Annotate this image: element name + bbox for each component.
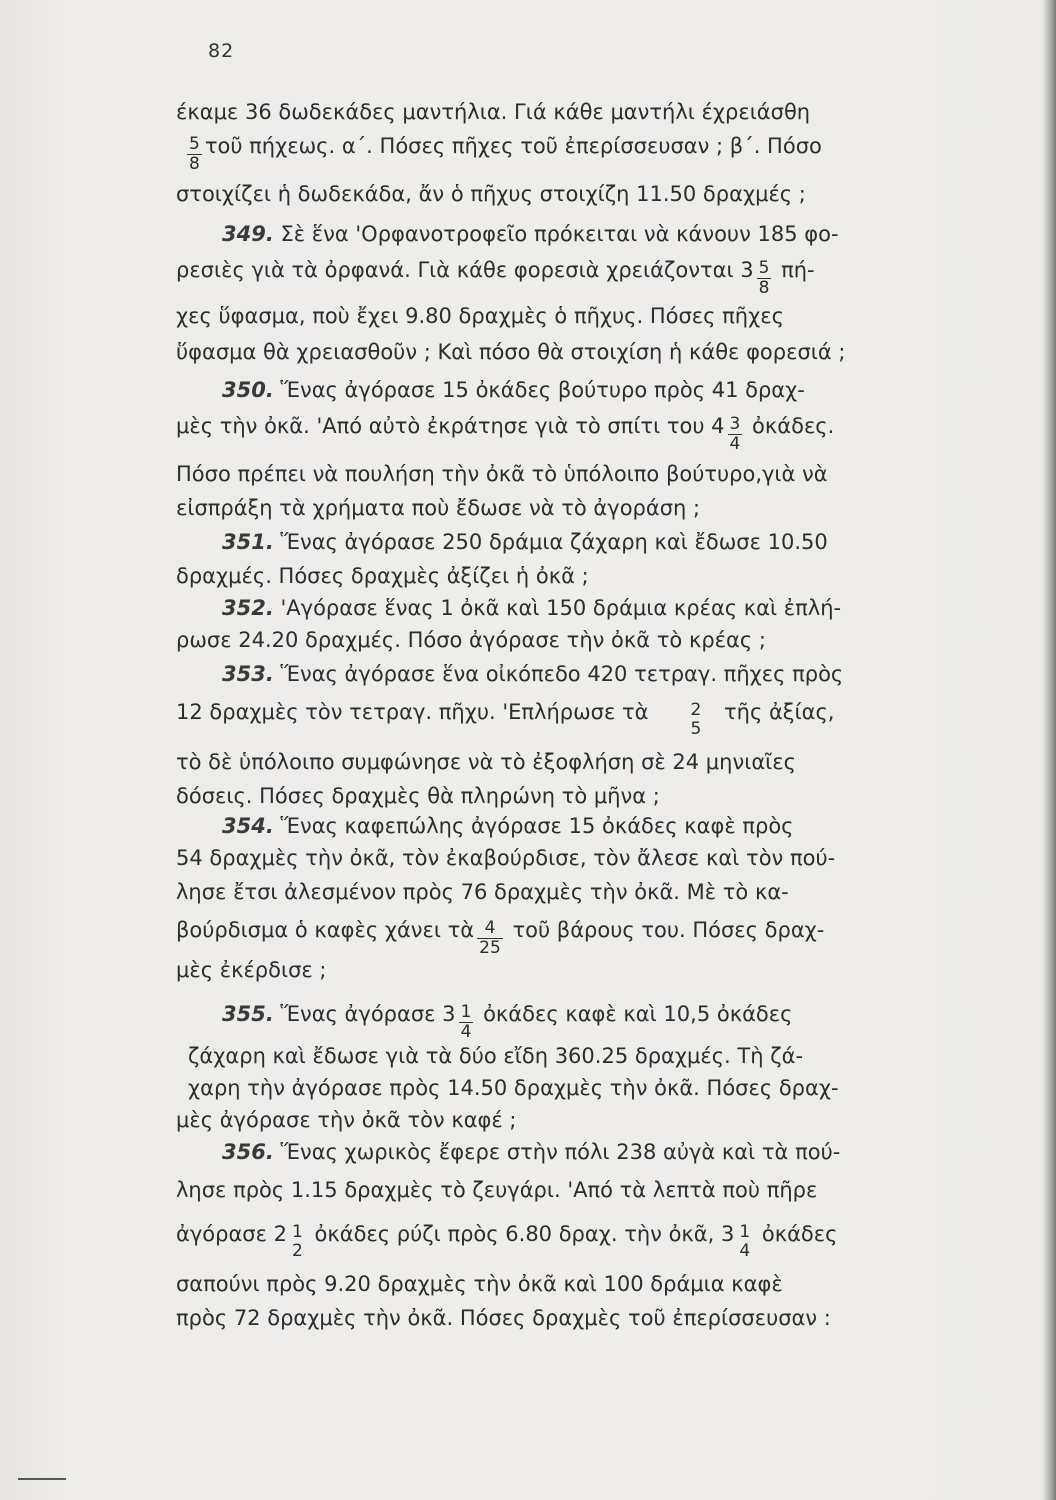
- line-text: λησε ἔτσι ἀλεσμένον πρὸς 76 δραχμὲς τὴν ὀκᾶ. Μὲ τὸ κα-: [176, 880, 789, 904]
- fraction: [737, 1223, 752, 1261]
- line-text: Ἕνας καφεπώλης ἀγόρασε 15 ὀκάδες καφὲ πρὸς: [273, 814, 794, 838]
- line-text: μὲς ἀγόρασε τὴν ὀκᾶ τὸν καφέ ;: [176, 1108, 517, 1132]
- text-line: [176, 258, 1044, 302]
- line-text: ὀκάδες καφὲ καὶ 10,5 ὀκάδες: [476, 1002, 793, 1026]
- line-text: Ἕνας ἀγόρασε 15 ὀκάδες βούτυρο πρὸς 41 δραχ-: [273, 378, 805, 402]
- line-text: λησε πρὸς 1.15 δραχμὲς τὸ ζευγάρι. 'Από τὰ λεπτὰ ποὺ πῆρε: [176, 1178, 818, 1202]
- problem-355: [222, 1002, 1056, 1046]
- problem-352: [222, 596, 1056, 620]
- line-text: μὲς τὴν ὀκᾶ. 'Από αὐτὸ ἐκράτησε γιὰ τὸ σπίτι του 4: [176, 414, 725, 438]
- text-line: [176, 880, 1044, 904]
- line-text: δόσεις. Πόσες δραχμὲς θὰ πληρώνη τὸ μῆνα ;: [176, 784, 660, 808]
- line-text: Ἕνας ἀγόρασε 250 δράμια ζάχαρη καὶ ἔδωσε 10.50: [273, 530, 828, 554]
- fraction: [728, 415, 743, 454]
- problem-number: 354.: [222, 814, 274, 838]
- fraction-numerator: 1: [292, 1222, 303, 1242]
- problem-number: 351.: [222, 530, 274, 554]
- line-text: τοῦ πήχεως. α΄. Πόσες πῆχες τοῦ ἐπερίσσευσαν ; β΄. Πόσο: [204, 134, 822, 158]
- line-text: τοῦ βάρους του. Πόσες δραχ-: [505, 918, 825, 942]
- text-line: [176, 958, 1044, 982]
- line-text: Ἕνας ἀγόρασε ἕνα οἰκόπεδο 420 τετραγ. πῆχες πρὸς: [273, 662, 844, 686]
- line-text: 'Αγόρασε ἕνας 1 ὀκᾶ καὶ 150 δράμια κρέας καὶ ἐπλή-: [273, 596, 842, 620]
- line-text: τὸ δὲ ὑπόλοιπο συμφώνησε νὰ τὸ ἐξοφλήση σὲ 24 μηνιαῖες: [176, 750, 796, 774]
- line-text: μὲς ἐκέρδισε ;: [176, 958, 327, 982]
- problem-number: 349.: [222, 222, 274, 246]
- fraction: [477, 919, 503, 958]
- line-text: πή-: [774, 258, 815, 282]
- fraction-numerator: 4: [484, 918, 496, 938]
- fraction-denominator: 25: [479, 938, 501, 958]
- problem-number: 350.: [222, 378, 274, 402]
- line-text: 12 δραχμὲς τὸν τετραγ. πῆχυ. 'Επλήρωσε τὰ: [176, 700, 649, 724]
- fraction-denominator: 4: [729, 434, 741, 454]
- line-text: ρωσε 24.20 δραχμές. Πόσο ἀγόρασε τὴν ὀκᾶ τὸ κρέας ;: [176, 628, 766, 652]
- text-line: [176, 182, 1044, 206]
- line-text: δραχμές. Πόσες δραχμὲς ἀξίζει ἡ ὀκᾶ ;: [176, 564, 589, 588]
- line-text: Ἕνας ἀγόρασε 3: [273, 1002, 456, 1026]
- line-text: Ἕνας χωρικὸς ἔφερε στὴν πόλι 238 αὐγὰ καὶ τὰ πού-: [273, 1140, 841, 1164]
- line-text: ὕφασμα θὰ χρειασθοῦν ; Καὶ πόσο θὰ στοιχίση ἡ κάθε φορεσιά ;: [176, 340, 846, 364]
- problem-351: [222, 530, 1056, 554]
- text-line: [188, 1076, 1056, 1100]
- fraction-denominator: 8: [189, 154, 200, 174]
- text-line: [176, 100, 1044, 124]
- fraction: [459, 1003, 474, 1042]
- line-text: Πόσο πρέπει νὰ πουλήση τὴν ὀκᾶ τὸ ὑπόλοιπο βούτυρο,γιὰ νὰ: [176, 462, 828, 486]
- text-line: [184, 134, 1052, 178]
- fraction-numerator: 5: [189, 134, 200, 154]
- text-line: [176, 1306, 1044, 1330]
- text-line: [176, 846, 1044, 870]
- line-text: στοιχίζει ἡ δωδεκάδα, ἄν ὁ πῆχυς στοιχίζη 11.50 δραχμές ;: [176, 182, 806, 206]
- fraction-denominator: 2: [292, 1241, 303, 1261]
- problem-350: [222, 378, 1056, 402]
- scan-mark: [18, 1478, 66, 1480]
- line-text: 54 δραχμὲς τὴν ὀκᾶ, τὸν ἐκαβούρδισε, τὸν ἄλεσε καὶ τὸν πού-: [176, 846, 836, 870]
- line-text: σαπούνι πρὸς 9.20 δραχμὲς τὴν ὀκᾶ καὶ 100 δράμια καφὲ: [176, 1272, 783, 1296]
- fraction-numerator: 5: [758, 258, 770, 278]
- text-line: [176, 700, 1044, 743]
- fraction: [290, 1223, 305, 1261]
- text-line: [176, 1178, 1044, 1202]
- text-line: [176, 496, 1044, 520]
- line-text: ζάχαρη καὶ ἔδωσε γιὰ τὰ δύο εἴδη 360.25 δραχμές. Τὴ ζά-: [188, 1044, 804, 1068]
- problem-354: [222, 814, 1056, 838]
- fraction-denominator: 5: [690, 719, 702, 739]
- text-line: [176, 1272, 1044, 1296]
- line-text: έκαμε 36 δωδεκάδες μαντήλια. Γιά κάθε μαντήλι έχρειάσθη: [176, 100, 811, 124]
- text-line: [176, 750, 1044, 774]
- fraction-numerator: 1: [739, 1222, 751, 1242]
- page-edge-shadow: [1042, 0, 1056, 1500]
- fraction-numerator: 3: [729, 414, 741, 434]
- text-line: [188, 1044, 1056, 1068]
- fraction: [757, 259, 772, 298]
- line-text: χαρη τὴν ἀγόρασε πρὸς 14.50 δραχμὲς τὴν ὀκᾶ. Πόσες δραχ-: [188, 1076, 839, 1100]
- line-text: τῆς ἀξίας,: [717, 700, 835, 724]
- line-text: Σὲ ἕνα 'Ορφανοτροφεῖο πρόκειται νὰ κάνουν 185 φο-: [273, 222, 839, 246]
- fraction-numerator: 1: [460, 1002, 472, 1022]
- problem-349: [222, 222, 1056, 246]
- fraction-numerator: 2: [690, 700, 702, 720]
- fraction-denominator: 4: [739, 1241, 751, 1261]
- fraction: [187, 135, 202, 174]
- fraction-denominator: 4: [460, 1022, 472, 1042]
- text-line: [176, 462, 1044, 486]
- text-line: [176, 784, 1044, 808]
- text-line: [176, 304, 1044, 328]
- text-line: [176, 340, 1044, 364]
- line-text: εἰσπράξη τὰ χρήματα ποὺ ἔδωσε νὰ τὸ ἀγοράση ;: [176, 496, 701, 520]
- line-text: χες ὕφασμα, ποὺ ἔχει 9.80 δραχμὲς ὁ πῆχυς. Πόσες πῆχες: [176, 304, 784, 328]
- line-text: ὀκάδες ρύζι πρὸς 6.80 δραχ. τὴν ὀκᾶ, 3: [307, 1222, 735, 1246]
- problem-number: 352.: [222, 596, 274, 620]
- problem-number: 353.: [222, 662, 274, 686]
- text-line: [176, 414, 1044, 458]
- problem-356: [222, 1140, 1056, 1164]
- line-text: ἀγόρασε 2: [176, 1222, 287, 1246]
- text-line: [176, 564, 1044, 588]
- line-text: ὀκάδες.: [745, 414, 835, 438]
- problem-number: 355.: [222, 1002, 274, 1026]
- text-line: [176, 918, 1044, 962]
- line-text: ὀκάδες: [755, 1222, 838, 1246]
- problem-353: [222, 662, 1056, 686]
- text-line: [176, 628, 1044, 652]
- fraction: [689, 701, 704, 739]
- problem-number: 356.: [222, 1140, 274, 1164]
- page-number: 82: [208, 40, 235, 62]
- fraction-denominator: 8: [758, 278, 770, 298]
- text-line: [176, 1108, 1044, 1132]
- text-line: [176, 1222, 1044, 1265]
- line-text: ρεσιὲς γιὰ τὰ ὀρφανά. Γιὰ κάθε φορεσιὰ χρειάζονται 3: [176, 258, 754, 282]
- line-text: πρὸς 72 δραχμὲς τὴν ὀκᾶ. Πόσες δραχμὲς τοῦ ἐπερίσσευσαν :: [176, 1306, 831, 1330]
- line-text: βούρδισμα ὁ καφὲς χάνει τὰ: [176, 918, 475, 942]
